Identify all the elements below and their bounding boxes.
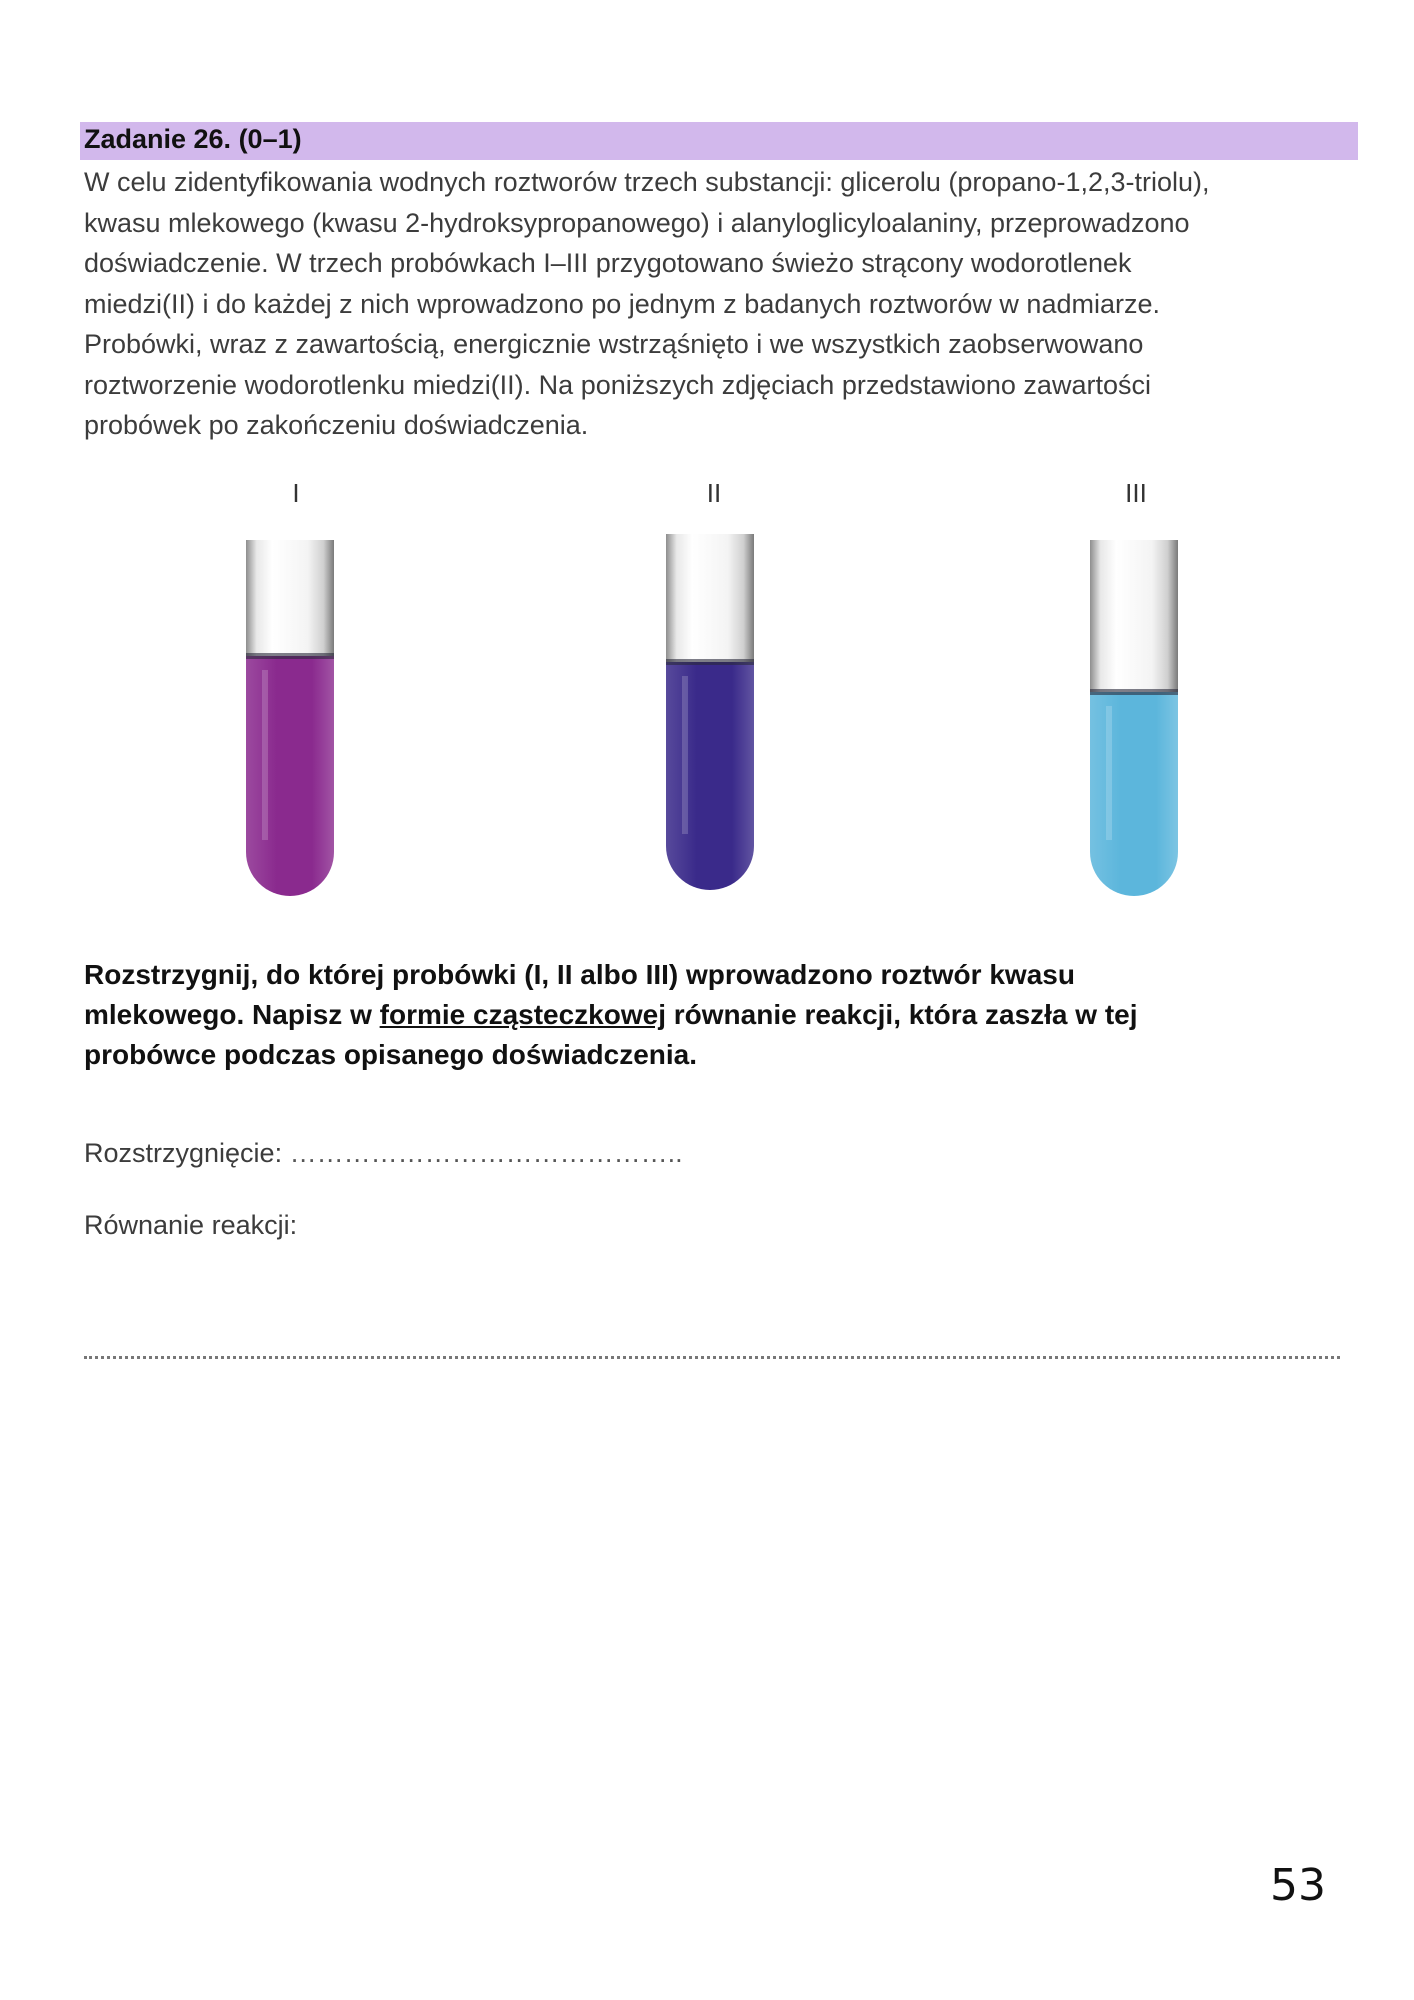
question-underlined: formie cząsteczkowej [379, 999, 666, 1030]
test-tube-2 [660, 534, 760, 914]
intro-line: kwasu mlekowego (kwasu 2-hydroksypropanowego) i alanyloglicyloalaniny, przeprowadzono [84, 207, 1190, 238]
tube-label-1: I [292, 478, 300, 508]
tube-highlight [262, 670, 268, 840]
tube-meniscus [1090, 689, 1178, 695]
page-number: 53 [1270, 1860, 1326, 1911]
question-line-part: równanie reakcji, która zaszła w tej [665, 999, 1138, 1030]
intro-line: roztworzenie wodorotlenku miedzi(II). Na poniższych zdjęciach przedstawiono zawartości [84, 369, 1151, 400]
test-tube-3 [1084, 540, 1184, 920]
question-line [84, 995, 1344, 1035]
tube-glass [666, 534, 754, 662]
task-title: Zadanie 26. (0–1) [84, 124, 302, 154]
intro-line: miedzi(II) i do każdej z nich wprowadzono po jednym z badanych roztworów w nadmiarze. [84, 288, 1160, 319]
tube-meniscus [666, 659, 754, 665]
decision-answer-field[interactable]: …………………………………….. [289, 1138, 683, 1168]
decision-row [84, 1138, 683, 1169]
tube-meniscus [246, 653, 334, 659]
intro-line: doświadczenie. W trzech probówkach I–III przygotowano świeżo strącony wodorotlenek [84, 248, 1132, 278]
task-intro [84, 162, 1374, 446]
question-line-part: mlekowego. Napisz w [84, 999, 380, 1030]
tube-label-2: II [706, 478, 722, 508]
question-line: probówce podczas opisanego doświadczenia. [84, 1039, 698, 1070]
tube-glass [246, 540, 334, 656]
intro-line: probówek po zakończeniu doświadczenia. [84, 410, 589, 440]
decision-label: Rozstrzygnięcie: [84, 1138, 283, 1168]
tube-liquid [666, 662, 754, 890]
intro-line: W celu zidentyfikowania wodnych roztworów trzech substancji: glicerolu (propano-1,2,3-triolu), [84, 167, 1210, 197]
question-line: Rozstrzygnij, do której probówki (I, II albo III) wprowadzono roztwór kwasu [84, 959, 1075, 990]
tube-label-3: III [1125, 478, 1147, 508]
equation-label: Równanie reakcji: [84, 1210, 298, 1240]
intro-line: Probówki, wraz z zawartością, energicznie wstrząśnięto i we wszystkich zaobserwowano [84, 329, 1144, 359]
tube-liquid [1090, 692, 1178, 896]
tube-highlight [1106, 706, 1112, 840]
tube-glass [1090, 540, 1178, 692]
test-tube-1 [240, 540, 340, 920]
tube-liquid [246, 656, 334, 896]
tube-highlight [682, 676, 688, 834]
question-text [84, 955, 1344, 1075]
equation-answer-line[interactable] [84, 1356, 1340, 1359]
